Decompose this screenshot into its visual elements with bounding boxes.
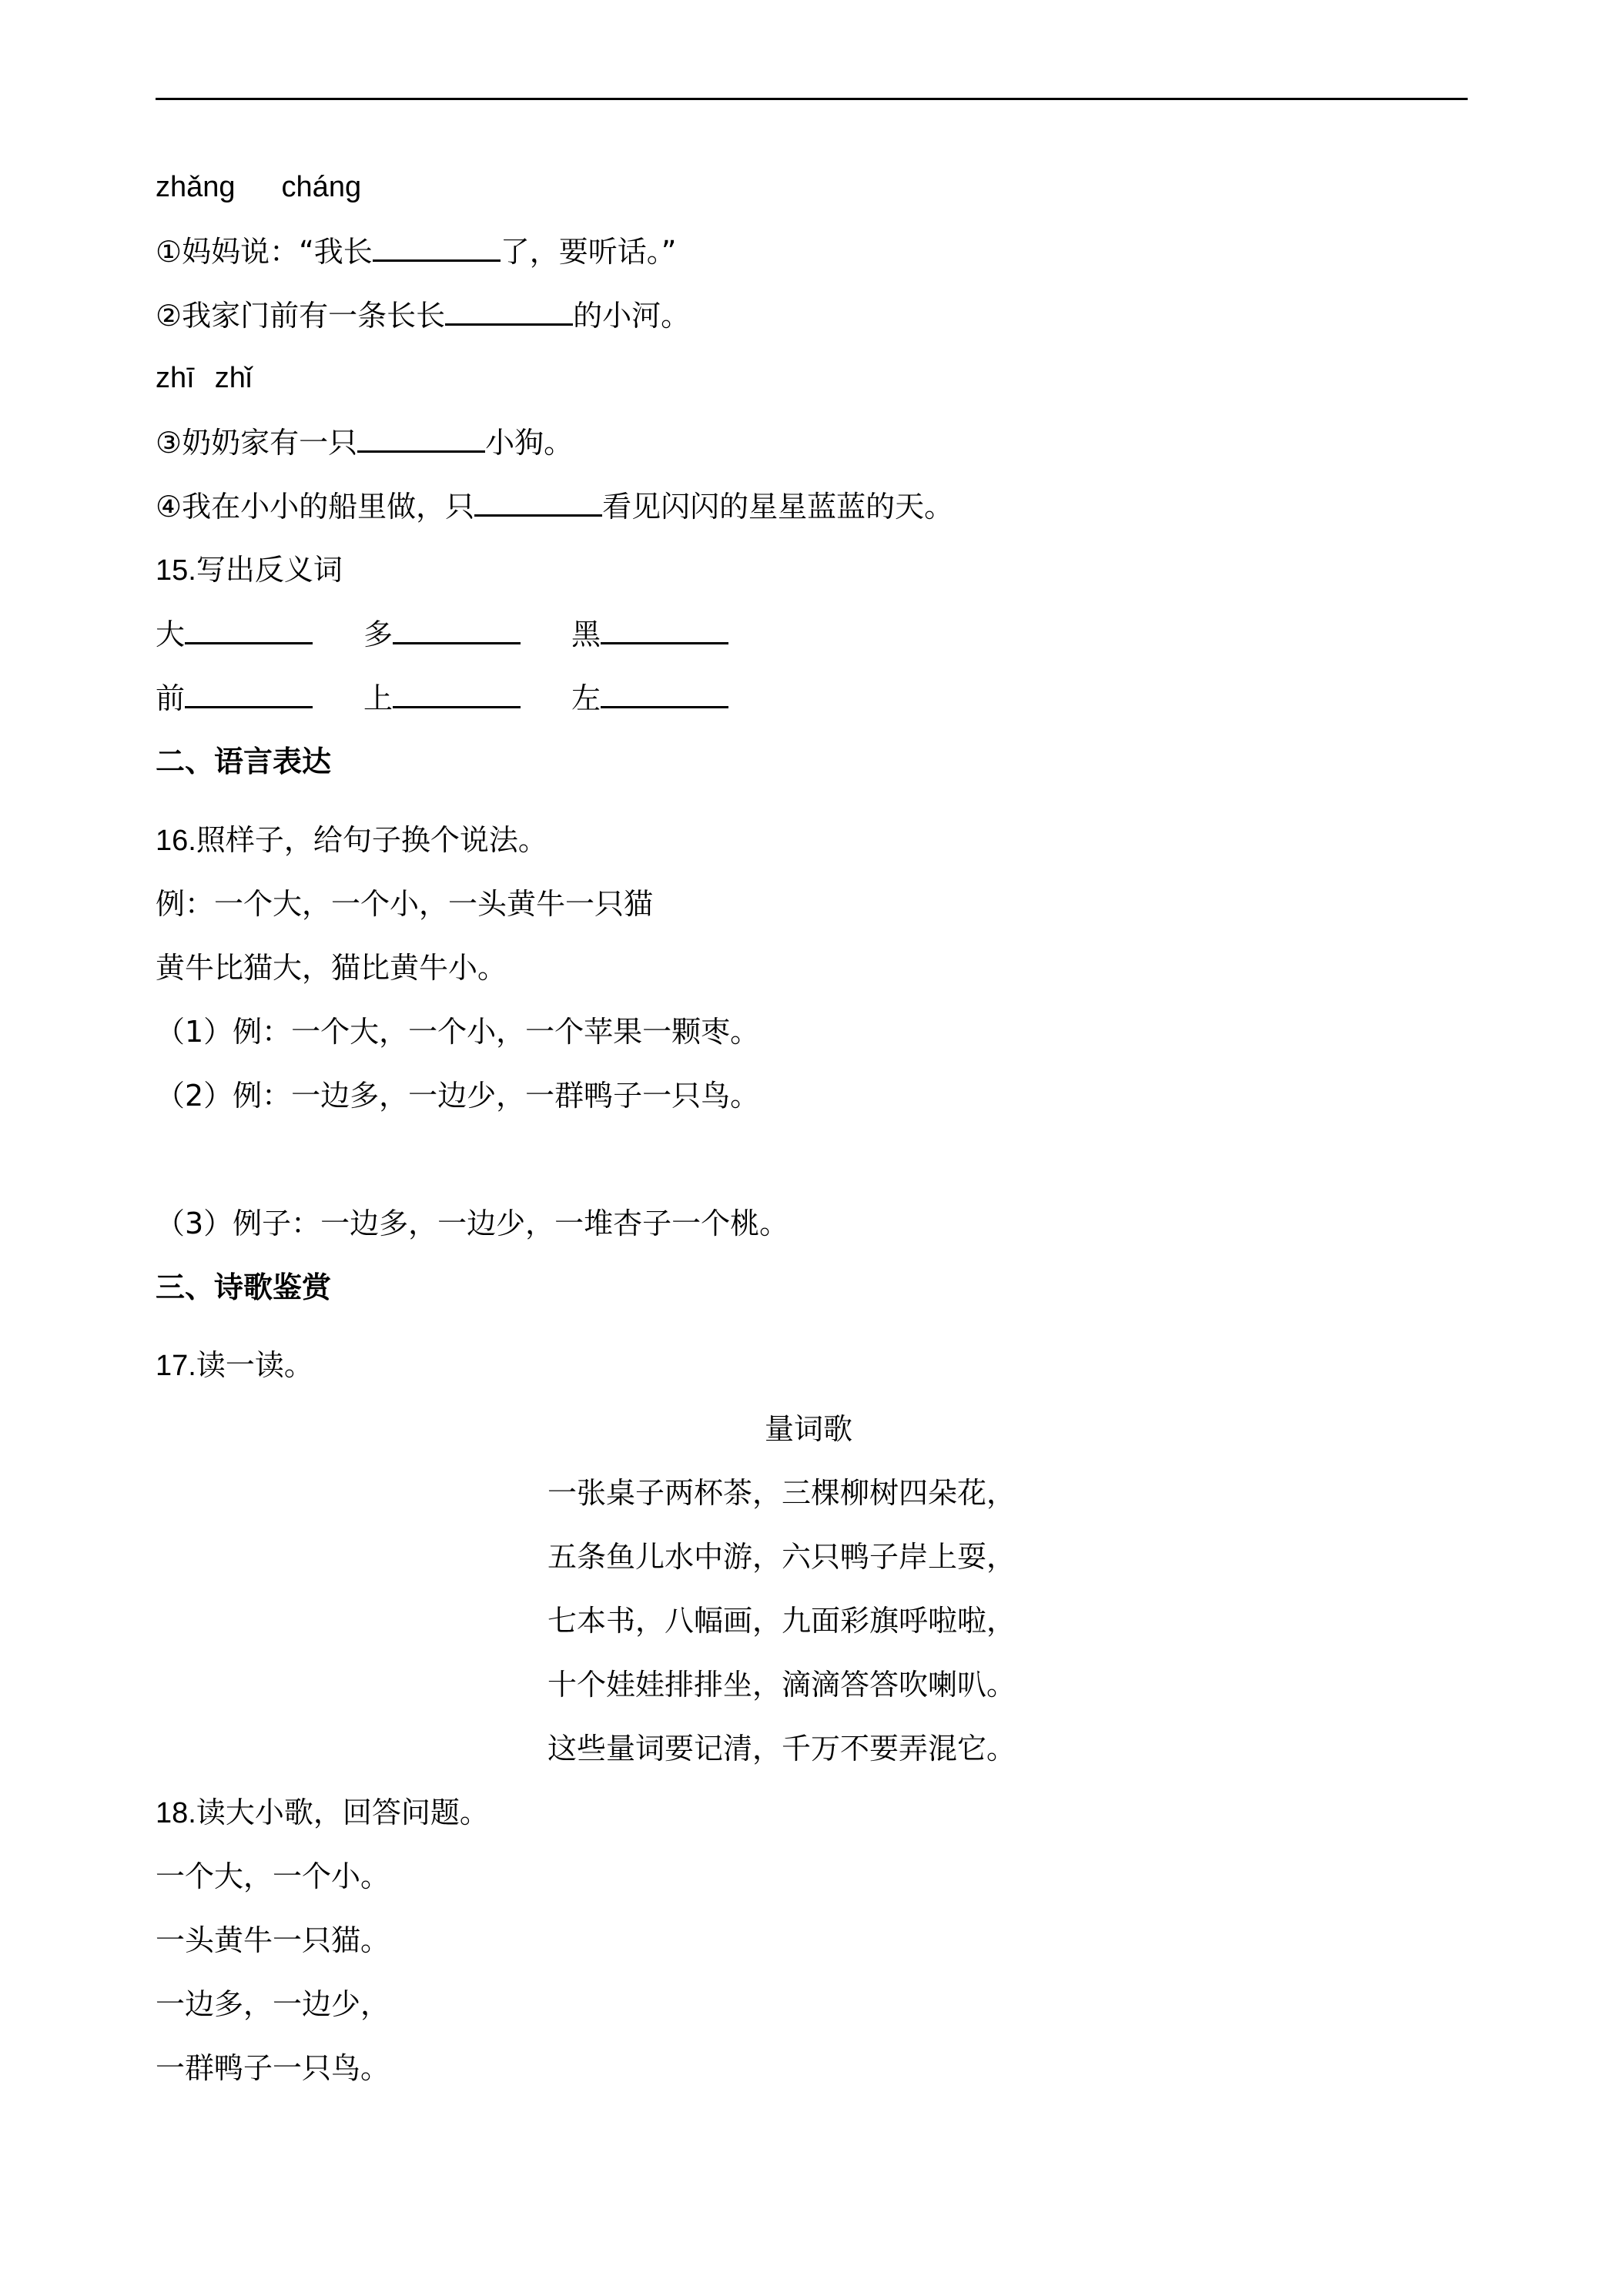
pinyin-row-zhang-chang bbox=[156, 168, 361, 206]
answer-blank[interactable] bbox=[393, 614, 521, 644]
antonym-item: 前 bbox=[156, 678, 313, 718]
song-line: 一群鸭子一只鸟。 bbox=[156, 2051, 390, 2085]
song-line: 一边多，一边少， bbox=[156, 1987, 390, 2021]
pinyin-row-zhi bbox=[156, 359, 252, 397]
q16-item-1: （1）例：一个大，一个小，一个苹果一颗枣。 bbox=[156, 1015, 760, 1049]
song-line: 一个大，一个小。 bbox=[156, 1859, 390, 1893]
antonym-item: 大 bbox=[156, 614, 313, 654]
answer-blank[interactable] bbox=[601, 678, 728, 708]
q17-title: 17.读一读。 bbox=[156, 1348, 313, 1382]
poem-line: 十个娃娃排排坐，滴滴答答吹喇叭。 bbox=[547, 1668, 1016, 1702]
antonym-item: 黑 bbox=[571, 614, 728, 654]
poem-line: 这些量词要记清，千万不要弄混它。 bbox=[547, 1732, 1016, 1766]
answer-blank[interactable] bbox=[373, 232, 501, 262]
q16-example-1: 例：一个大，一个小，一头黄牛一只猫 bbox=[156, 887, 654, 921]
antonym-item: 左 bbox=[571, 678, 728, 718]
answer-blank[interactable] bbox=[393, 678, 521, 708]
q15-title: 15.写出反义词 bbox=[156, 553, 343, 587]
answer-blank[interactable] bbox=[185, 678, 313, 708]
antonym-item: 上 bbox=[363, 678, 521, 718]
pinyin-zhi-1: zhī bbox=[156, 362, 195, 394]
section-heading: 三、诗歌鉴赏 bbox=[156, 1270, 332, 1304]
poem-title: 量词歌 bbox=[765, 1412, 853, 1446]
q14-sentence-2: ②我家门前有一条长长 的小河。 bbox=[156, 296, 690, 335]
song-line: 一头黄牛一只猫。 bbox=[156, 1923, 390, 1957]
pinyin-zhi-3: zhǐ bbox=[214, 362, 253, 394]
answer-blank[interactable] bbox=[185, 614, 313, 644]
q16-title: 16.照样子，给句子换个说法。 bbox=[156, 823, 547, 857]
answer-blank[interactable] bbox=[357, 423, 485, 453]
pinyin-zhang: zhǎng bbox=[156, 171, 236, 203]
header-rule bbox=[156, 98, 1468, 100]
poem-line: 一张桌子两杯茶，三棵柳树四朵花， bbox=[547, 1476, 1016, 1510]
answer-blank[interactable] bbox=[474, 487, 602, 517]
q14-sentence-4: ④我在小小的船里做，只 看见闪闪的星星蓝蓝的天。 bbox=[156, 487, 953, 526]
q16-item-3: （3）例子：一边多，一边少，一堆杏子一个桃。 bbox=[156, 1207, 789, 1240]
poem-line: 七本书，八幅画，九面彩旗呼啦啦， bbox=[547, 1604, 1016, 1638]
section-heading: 二、语言表达 bbox=[156, 745, 332, 778]
q16-item-2: （2）例：一边多，一边少，一群鸭子一只鸟。 bbox=[156, 1079, 760, 1113]
poem-line: 五条鱼儿水中游，六只鸭子岸上耍， bbox=[547, 1540, 1016, 1574]
q16-example-2: 黄牛比猫大，猫比黄牛小。 bbox=[156, 951, 507, 985]
pinyin-chang: cháng bbox=[281, 171, 362, 203]
q14-sentence-1: ①妈妈说：“我长 了，要听话。” bbox=[156, 232, 676, 271]
answer-blank[interactable] bbox=[601, 614, 728, 644]
q14-sentence-3: ③奶奶家有一只 小狗。 bbox=[156, 423, 573, 462]
antonym-item: 多 bbox=[363, 614, 521, 654]
answer-blank[interactable] bbox=[445, 296, 573, 326]
q18-title: 18.读大小歌，回答问题。 bbox=[156, 1796, 489, 1829]
